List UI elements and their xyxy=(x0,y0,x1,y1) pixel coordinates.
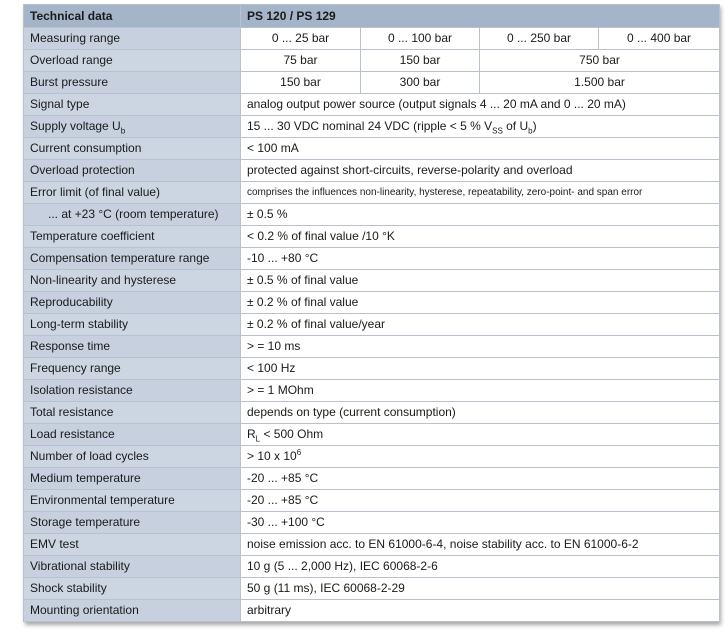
range-100-bar: 0 ... 100 bar xyxy=(361,28,480,50)
range-250-bar: 0 ... 250 bar xyxy=(480,28,599,50)
row-label: Reproducability xyxy=(24,292,241,314)
overload-25: 75 bar xyxy=(241,50,361,72)
row-value: ± 0.2 % of final value xyxy=(241,292,720,314)
row-room-temperature xyxy=(24,204,720,226)
row-value: < 100 mA xyxy=(241,138,720,160)
row-label: ... at +23 °C (room temperature) xyxy=(24,204,241,226)
row-label: Load resistance xyxy=(24,424,241,446)
row-load-cycles xyxy=(24,446,720,468)
overload-100: 150 bar xyxy=(361,50,480,72)
row-reproducability xyxy=(24,292,720,314)
row-mounting-orientation xyxy=(24,600,720,622)
row-value: 10 g (5 ... 2,000 Hz), IEC 60068-2-6 xyxy=(241,556,720,578)
row-label: Overload range xyxy=(24,50,241,72)
row-overload-protection xyxy=(24,160,720,182)
row-label: Long-term stability xyxy=(24,314,241,336)
row-label: Signal type xyxy=(24,94,241,116)
row-supply-voltage xyxy=(24,116,720,138)
row-temperature-coefficient xyxy=(24,226,720,248)
burst-25: 150 bar xyxy=(241,72,361,94)
row-medium-temperature xyxy=(24,468,720,490)
table-header-row xyxy=(24,5,720,28)
row-label: Response time xyxy=(24,336,241,358)
row-label: Number of load cycles xyxy=(24,446,241,468)
row-value: $R_L < 500$ Ohm xyxy=(241,424,720,446)
row-label: Environmental temperature xyxy=(24,490,241,512)
header-model: PS 120 / PS 129 xyxy=(241,5,720,28)
technical-data-table xyxy=(23,4,720,622)
row-value: ± 0.5 % xyxy=(241,204,720,226)
row-current-consumption xyxy=(24,138,720,160)
row-measuring-range xyxy=(24,28,720,50)
row-value: -10 ... +80 °C xyxy=(241,248,720,270)
row-emv-test xyxy=(24,534,720,556)
row-total-resistance xyxy=(24,402,720,424)
row-label: Storage temperature xyxy=(24,512,241,534)
burst-250-400: 1.500 bar xyxy=(480,72,720,94)
row-value: < 0.2 % of final value /10 °K xyxy=(241,226,720,248)
row-frequency-range xyxy=(24,358,720,380)
range-400-bar: 0 ... 400 bar xyxy=(599,28,720,50)
row-value: ± 0.5 % of final value xyxy=(241,270,720,292)
row-overload-range xyxy=(24,50,720,72)
row-environmental-temperature xyxy=(24,490,720,512)
row-value: > = 1 MOhm xyxy=(241,380,720,402)
row-label: Burst pressure xyxy=(24,72,241,94)
row-value: protected against short-circuits, reverse-polarity and overload xyxy=(241,160,720,182)
row-compensation-range xyxy=(24,248,720,270)
row-isolation-resistance xyxy=(24,380,720,402)
row-value: 50 g (11 ms), IEC 60068-2-29 xyxy=(241,578,720,600)
row-label: Measuring range xyxy=(24,28,241,50)
row-load-resistance xyxy=(24,424,720,446)
burst-100: 300 bar xyxy=(361,72,480,94)
row-non-linearity xyxy=(24,270,720,292)
row-burst-pressure xyxy=(24,72,720,94)
row-label: Error limit (of final value) xyxy=(24,182,241,204)
row-value: analog output power source (output signals 4 ... 20 mA and 0 ... 20 mA) xyxy=(241,94,720,116)
technical-data-sheet xyxy=(23,4,719,622)
overload-250-400: 750 bar xyxy=(480,50,720,72)
row-label: Vibrational stability xyxy=(24,556,241,578)
row-value: noise emission acc. to EN 61000-6-4, noise stability acc. to EN 61000-6-2 xyxy=(241,534,720,556)
row-value: -30 ... +100 °C xyxy=(241,512,720,534)
row-error-limit xyxy=(24,182,720,204)
row-value: > = 10 ms xyxy=(241,336,720,358)
row-value: arbitrary xyxy=(241,600,720,622)
row-label: Non-linearity and hysterese xyxy=(24,270,241,292)
row-vibrational-stability xyxy=(24,556,720,578)
row-label: EMV test xyxy=(24,534,241,556)
header-label: Technical data xyxy=(24,5,241,28)
row-label: Compensation temperature range xyxy=(24,248,241,270)
row-value: 15 ... 30 VDC nominal 24 VDC (ripple < 5 % $V_{SS}$ of $U_b$) xyxy=(241,116,720,138)
row-label: Frequency range xyxy=(24,358,241,380)
row-value: < 100 Hz xyxy=(241,358,720,380)
row-value: depends on type (current consumption) xyxy=(241,402,720,424)
row-long-term-stability xyxy=(24,314,720,336)
row-label: Overload protection xyxy=(24,160,241,182)
row-value: -20 ... +85 °C xyxy=(241,490,720,512)
row-signal-type xyxy=(24,94,720,116)
row-storage-temperature xyxy=(24,512,720,534)
row-response-time xyxy=(24,336,720,358)
row-shock-stability xyxy=(24,578,720,600)
range-25-bar: 0 ... 25 bar xyxy=(241,28,361,50)
row-value: comprises the influences non-linearity, hysterese, repeatability, zero-point- and span error xyxy=(241,182,720,204)
row-label: Current consumption xyxy=(24,138,241,160)
row-label: Medium temperature xyxy=(24,468,241,490)
row-label: Temperature coefficient xyxy=(24,226,241,248)
row-label: Isolation resistance xyxy=(24,380,241,402)
row-label: Total resistance xyxy=(24,402,241,424)
row-label: Mounting orientation xyxy=(24,600,241,622)
row-value: ± 0.2 % of final value/year xyxy=(241,314,720,336)
row-label: Shock stability xyxy=(24,578,241,600)
row-value: -20 ... +85 °C xyxy=(241,468,720,490)
row-value: > 10 x $10^6$ xyxy=(241,446,720,468)
row-label: Supply voltage $U_b$ xyxy=(24,116,241,138)
